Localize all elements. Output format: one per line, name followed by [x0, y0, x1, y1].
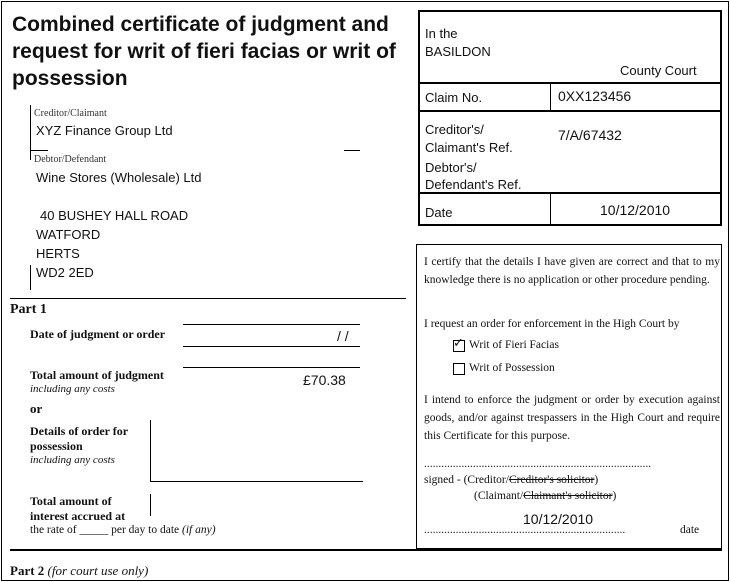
address-line-2: WATFORD [36, 227, 101, 242]
court-details-box [418, 10, 722, 226]
rate-blank[interactable]: _____ [79, 524, 109, 536]
details-sub: including any costs [30, 454, 115, 466]
creditor-solicitor-struck: Creditor's solicitor [508, 474, 595, 486]
date-row [420, 194, 720, 224]
rate-line [30, 524, 216, 536]
court-name: BASILDON [425, 44, 491, 59]
address-line-3: HERTS [36, 246, 80, 261]
total-judgment-label: Total amount of judgment [30, 368, 164, 382]
date-label: Date [425, 205, 453, 220]
total-judgment-top-rule [183, 367, 360, 368]
date-suffix: date [680, 524, 700, 536]
interest-label-1: Total amount of [30, 494, 112, 508]
claim-no-label: Claim No. [425, 90, 483, 105]
rate-prefix: the rate of [30, 524, 77, 536]
date-value[interactable]: 10/12/2010 [600, 202, 671, 218]
fifa-label: Writ of Fieri Facias [469, 339, 559, 351]
details-order-field[interactable] [150, 420, 363, 482]
interest-field-edge [150, 494, 151, 516]
certificate-box [416, 244, 722, 549]
rate-if-any: (if any) [182, 524, 216, 536]
part2-heading-line [10, 563, 148, 579]
creditor-ref-value[interactable]: 7/A/67432 [558, 127, 622, 143]
claimant-line [474, 487, 616, 505]
creditor-name: XYZ Finance Group Ltd [36, 123, 173, 138]
fifa-checkbox[interactable] [453, 336, 465, 352]
total-judgment-value[interactable]: £70.38 [303, 372, 346, 388]
bracket-tick-right [344, 150, 360, 151]
court-name-row [420, 12, 720, 84]
creditor-ref-label-1: Creditor's/ [425, 122, 484, 137]
check-mark-icon: ✓ [453, 336, 464, 351]
refs-row [420, 112, 720, 194]
part2-heading: Part 2 [10, 563, 45, 578]
possession-checkbox[interactable] [453, 363, 465, 375]
signature-dots[interactable]: ............................................................................... [424, 458, 652, 470]
bracket-left-bottom [30, 265, 31, 290]
rate-suffix: per day to date [111, 524, 180, 536]
date-dots: ...................................................................... [424, 524, 626, 536]
debtor-ref-label-2: Defendant's Ref. [425, 177, 522, 192]
interest-label-2: interest accrued at [30, 509, 126, 523]
part2-sub: (for court use only) [47, 563, 149, 578]
creditor-label: Creditor/Claimant [34, 108, 107, 119]
bracket-left-top [30, 105, 31, 160]
close-paren-1: ) [594, 474, 599, 486]
possession-label: Writ of Possession [469, 362, 555, 374]
signed-prefix: signed - (Creditor/ [424, 474, 509, 486]
close-paren-2: ) [612, 490, 617, 502]
date-judgment-top-rule [183, 324, 360, 325]
part1-rule [10, 298, 406, 299]
part1-heading: Part 1 [10, 302, 47, 317]
intend-paragraph: I intend to enforce the judgment or order by execution against goods, and/or against trespassers in the High Court and require this Certificate for this purpose. [424, 394, 720, 442]
claimant-solicitor-struck: Claimant's solicitor [523, 490, 613, 502]
form-title: Combined certificate of judgment and request for writ of fieri facias or writ of possession [12, 13, 396, 90]
details-label-2: possession [30, 439, 83, 453]
in-the-label: In the [425, 26, 458, 41]
date-line [424, 521, 699, 539]
claim-no-value[interactable]: 0XX123456 [558, 88, 632, 104]
date-judgment-bottom-rule [183, 346, 360, 347]
creditor-ref-label-2: Claimant's Ref. [425, 140, 513, 155]
debtor-label: Debtor/Defendant [34, 154, 107, 165]
part2-rule [10, 549, 722, 551]
court-suffix: County Court [620, 63, 697, 78]
date-divider [550, 194, 551, 226]
details-label-1: Details of order for [30, 424, 129, 438]
or-label: or [30, 401, 43, 416]
request-paragraph: I request an order for enforcement in the High Court by [424, 318, 680, 330]
claimant-prefix: (Claimant/ [474, 490, 524, 502]
debtor-name: Wine Stores (Wholesale) Ltd [36, 170, 202, 185]
address-line-4: WD2 2ED [36, 265, 94, 280]
debtor-ref-label-1: Debtor's/ [425, 160, 477, 175]
claim-no-row [420, 84, 720, 112]
date-judgment-value[interactable]: / / [337, 328, 349, 344]
total-judgment-sub: including any costs [30, 383, 115, 395]
bracket-tick [30, 150, 48, 151]
date-judgment-label: Date of judgment or order [30, 327, 166, 341]
certify-paragraph: I certify that the details I have given are correct and that to my knowledge there is no application or other procedure pending. [424, 256, 720, 286]
claim-no-divider [550, 84, 551, 112]
address-line-1: 40 BUSHEY HALL ROAD [40, 208, 189, 223]
certificate-date-value[interactable]: 10/12/2010 [523, 511, 594, 527]
